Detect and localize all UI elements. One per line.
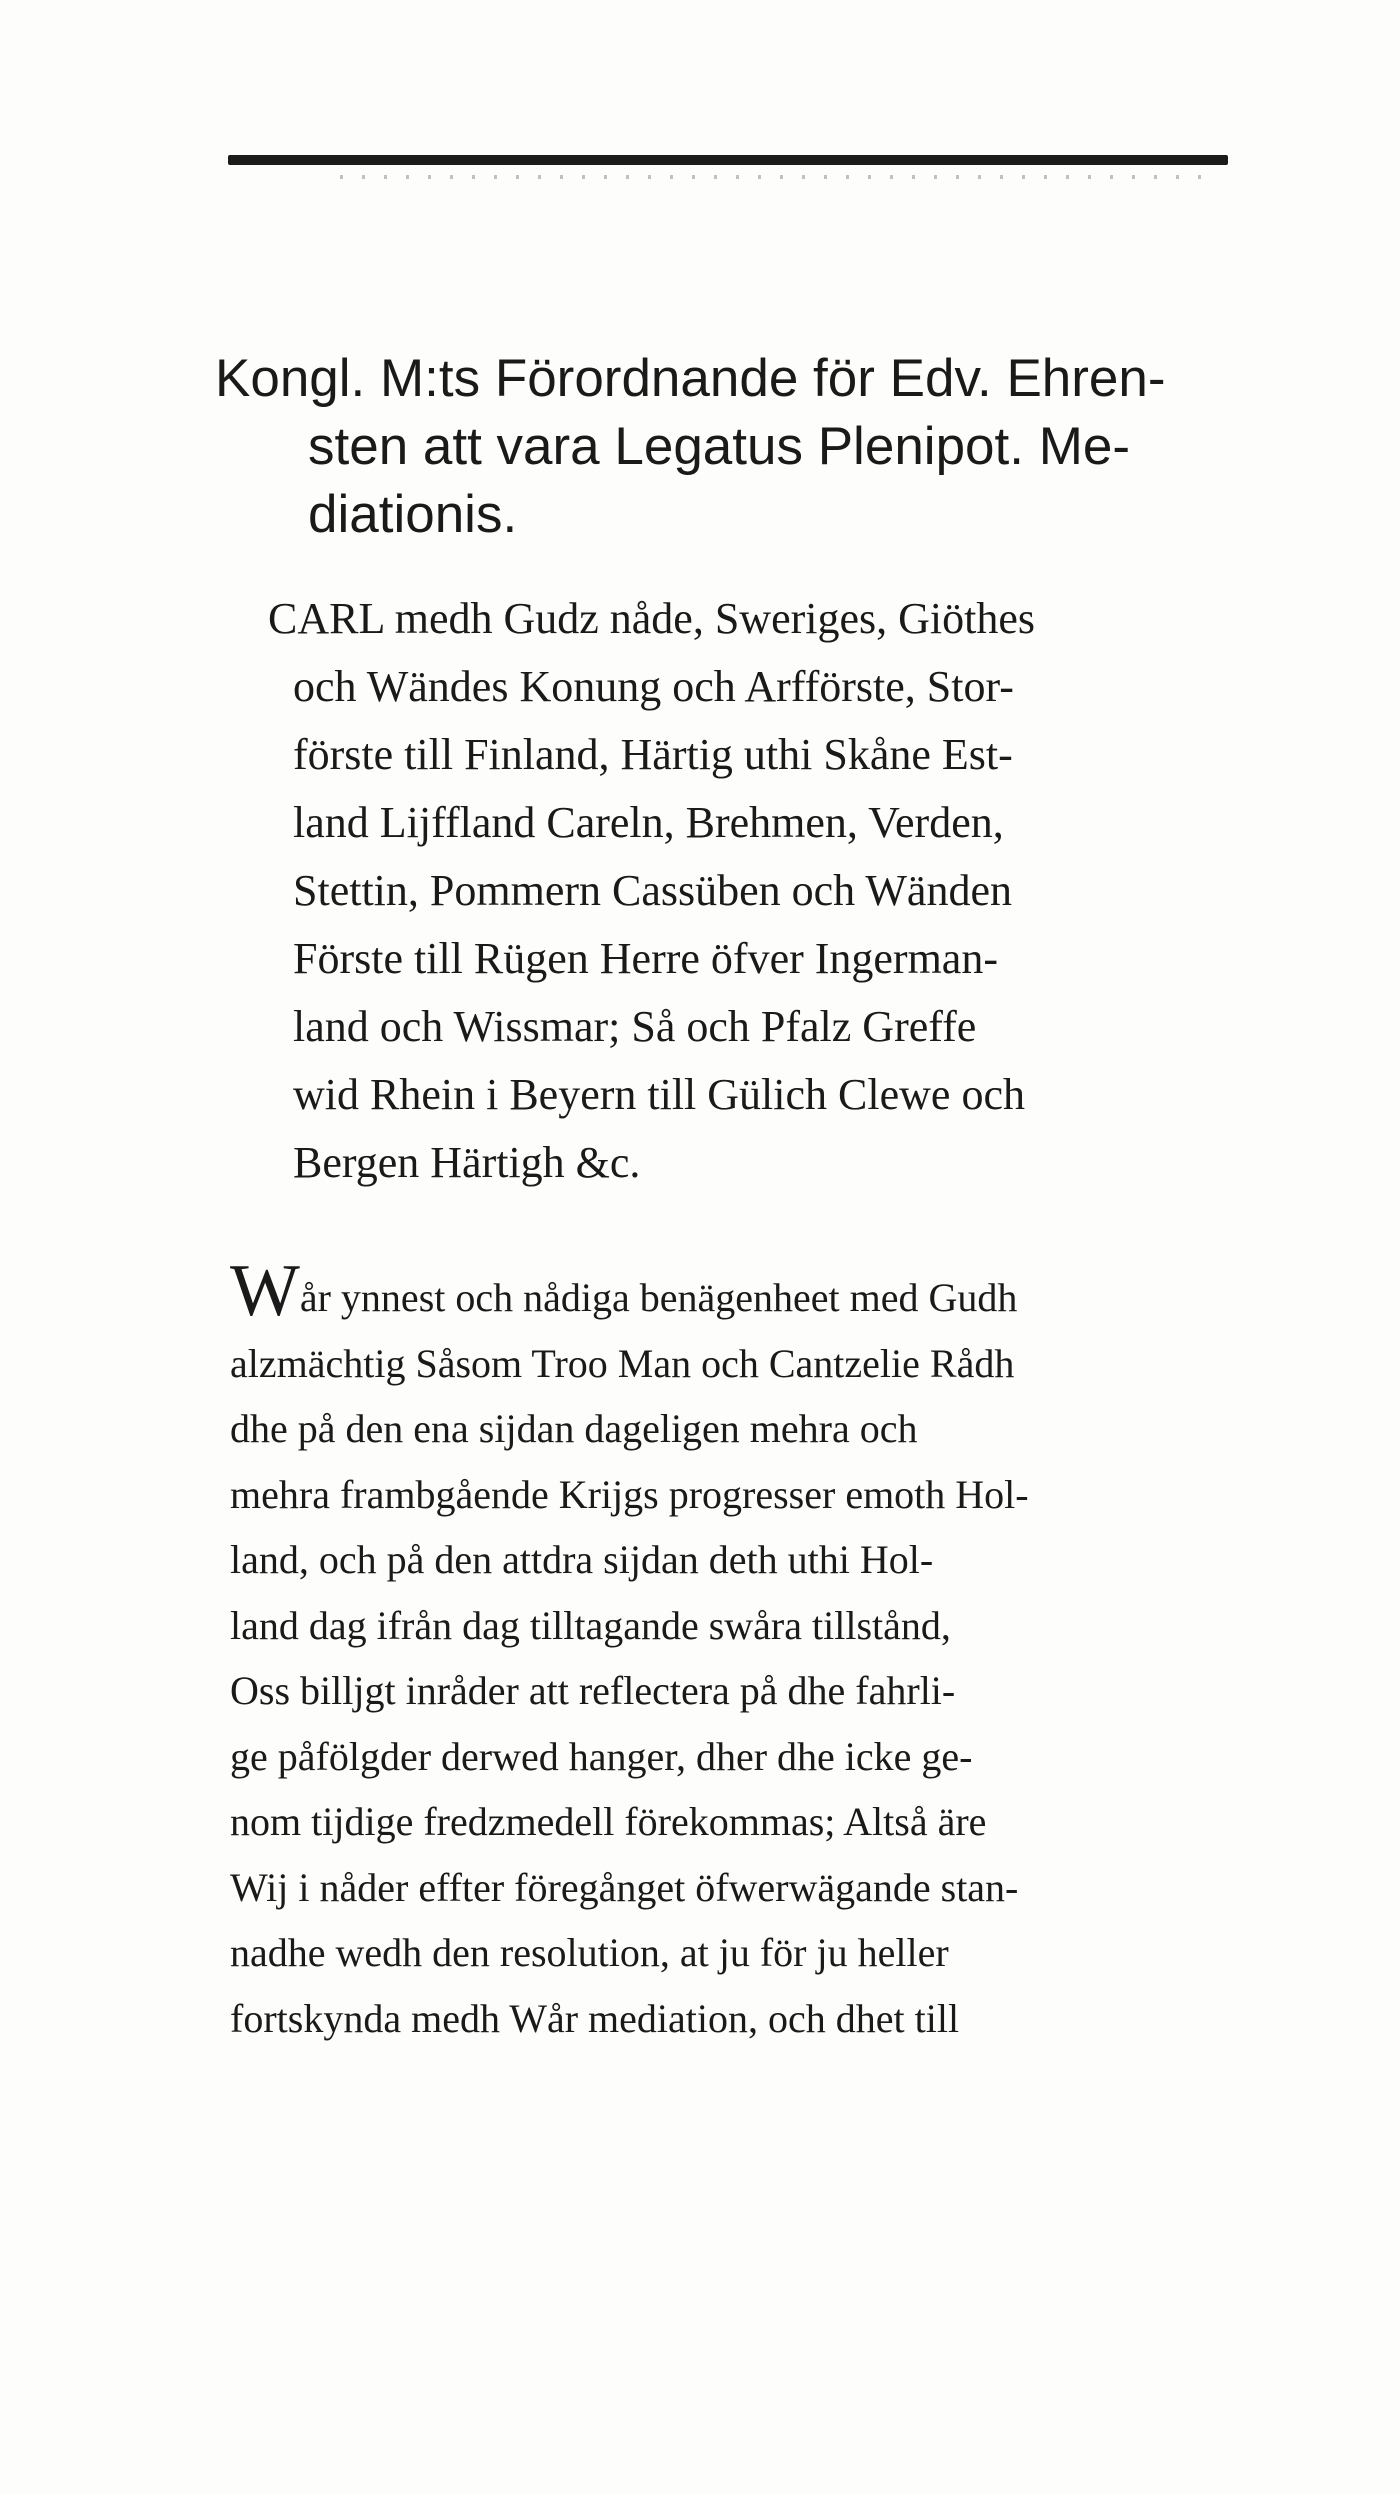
title-line-7: land och Wissmar; Så och Pfalz Greffe	[293, 1002, 977, 1051]
body-line-2: alzmächtig Såsom Troo Man och Cantzelie Rådh	[230, 1340, 1015, 1386]
body-line-8: ge påfölgder derwed hanger, dher dhe icke ge-	[230, 1733, 973, 1779]
heading-line-1: Kongl. M:ts Förordnande för Edv. Ehren-	[215, 349, 1166, 408]
title-line-5: Stettin, Pommern Cassüben och Wänden	[293, 866, 1012, 915]
body-line-12: fortskynda medh Wår mediation, och dhet till	[230, 1995, 960, 2041]
body-line-7: Oss billjgt inråder att reflectera på dhe fahrli-	[230, 1668, 956, 1713]
body-line-10: Wij i nåder effter föregånget öfwerwägande stan-	[230, 1864, 1019, 1910]
body-line-4: mehra frambgående Krijgs progresser emoth Hol-	[230, 1471, 1029, 1517]
body-line-5: land, och på den attdra sijdan deth uthi Hol-	[230, 1537, 934, 1582]
heading-line-3: diationis.	[308, 485, 518, 544]
body-line-9: nom tijdige fredzmedell förekommas; Altså äre	[230, 1799, 987, 1844]
title-line-8: wid Rhein i Beyern till Gülich Clewe och	[293, 1070, 1025, 1119]
title-line-6: Förste till Rügen Herre öfver Ingerman-	[293, 934, 998, 983]
body-line-6: land dag ifrån dag tilltagande swåra tillstånd,	[230, 1602, 951, 1648]
title-line-3: förste till Finland, Härtig uthi Skåne Est-	[293, 730, 1013, 779]
title-line-9: Bergen Härtigh &c.	[293, 1138, 641, 1187]
royal-titles	[230, 585, 1280, 1197]
body-line-1-rest: år ynnest och nådiga benägenheet med Gudh	[299, 1275, 1018, 1320]
body-text	[230, 1250, 1280, 2051]
title-line-4: land Lijffland Careln, Brehmen, Verden,	[293, 798, 1004, 847]
drop-cap: W	[230, 1250, 300, 1332]
title-line-2: och Wändes Konung och Arfförste, Stor-	[293, 662, 1014, 711]
body-line-3: dhe på den ena sijdan dageligen mehra och	[230, 1406, 918, 1451]
heading-line-2: sten att vara Legatus Plenipot. Me-	[308, 417, 1130, 476]
body-line-11: nadhe wedh den resolution, at ju för ju heller	[230, 1930, 949, 1975]
body-line-1	[230, 1250, 1280, 1332]
rule-speckle	[340, 175, 1220, 179]
top-rule	[228, 155, 1228, 165]
title-line-1: CARL medh Gudz nåde, Sweriges, Giöthes	[268, 594, 1036, 643]
document-heading	[215, 345, 1275, 549]
